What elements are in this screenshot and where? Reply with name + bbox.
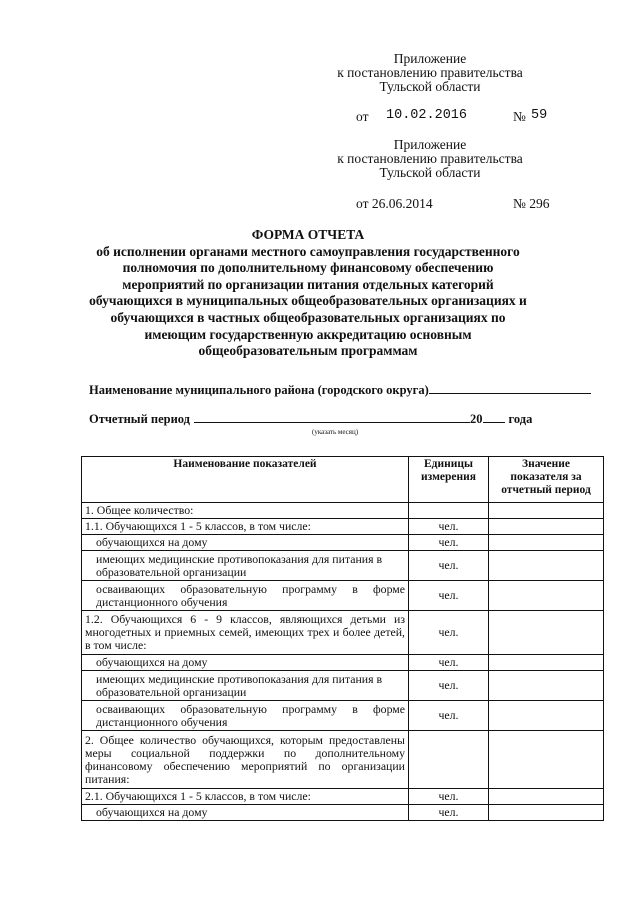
header1-appendix: Приложение [393,51,467,66]
row-value-cell[interactable] [489,731,604,789]
row-name: 2.1. Обучающихся 1 - 5 классов, в том числе: [82,789,409,805]
header1-region: Тульской области [379,79,481,94]
row-name: 1.2. Обучающихся 6 - 9 классов, являющихся детьми из многодетных и приемных семей, имеющих трех и более детей, в том числе: [82,611,409,655]
period-year-suffix: года [508,412,533,426]
month-hint: (указать месяц) [312,428,359,436]
title-line-4: мероприятий по организации питания отдельных категорий [122,276,494,292]
title-line-3: полномочия по дополнительному финансовому обеспечению [122,260,494,276]
table-row [82,503,604,519]
row-unit: чел. [409,611,489,655]
row-value-cell[interactable] [489,671,604,701]
row-value-cell[interactable] [489,551,604,581]
header2-appendix: Приложение [393,137,467,152]
title-line-7: имеющим государственную аккредитацию основным [144,326,472,342]
header2-date: от 26.06.2014 [356,196,433,211]
header1-number-label: № [513,109,526,124]
row-value-cell[interactable] [489,789,604,805]
row-value-cell[interactable] [489,701,604,731]
row-name: имеющих медицинские противопоказания для питания в образовательной организации [82,551,409,581]
row-name: обучающихся на дому [82,805,409,821]
title-line-5: обучающихся в муниципальных общеобразовательных организациях и [89,293,527,309]
header-name: Наименование показателей [82,457,409,503]
row-value-cell[interactable] [489,655,604,671]
district-field [89,381,609,399]
row-name: осваивающих образовательную программу в форме дистанционного обучения [82,701,409,731]
period-field [89,410,609,428]
district-label: Наименование муниципального района (городского округа) [89,383,429,397]
table-header-row [82,457,604,503]
form-title [88,227,528,360]
table-row [82,731,604,789]
table-row [82,789,604,805]
header2-number: № 296 [513,196,550,211]
table-row [82,611,604,655]
title-line-8: общеобразовательным программам [198,343,418,359]
header2-region: Тульской области [379,165,481,180]
header-value: Значение показателя за отчетный период [489,457,604,503]
row-name: 1. Общее количество: [82,503,409,519]
header2-resolution: к постановлению правительства [337,151,523,166]
table-row [82,671,604,701]
row-value-cell[interactable] [489,519,604,535]
title-line-2: об исполнении органами местного самоуправления государственного [96,243,520,259]
row-unit: чел. [409,701,489,731]
row-unit: чел. [409,551,489,581]
period-year-prefix: 20 [470,412,483,426]
row-value-cell[interactable] [489,611,604,655]
row-value-cell[interactable] [489,503,604,519]
row-unit: чел. [409,789,489,805]
header1-resolution: к постановлению правительства [337,65,523,80]
period-month-input-line[interactable] [194,410,470,423]
header1-number: 59 [531,108,548,123]
table-row [82,805,604,821]
title-line-6: обучающихся в частных общеобразовательных организациях по [110,309,506,325]
row-unit: чел. [409,519,489,535]
header1-from-label: от [356,109,369,124]
row-name: осваивающих образовательную программу в форме дистанционного обучения [82,581,409,611]
row-value-cell[interactable] [489,581,604,611]
period-label: Отчетный период [89,412,191,426]
row-name: обучающихся на дому [82,655,409,671]
table-row [82,655,604,671]
report-table [81,456,604,821]
table-row [82,581,604,611]
row-unit [409,503,489,519]
header-unit: Единицы измерения [409,457,489,503]
row-value-cell[interactable] [489,805,604,821]
table-row [82,701,604,731]
row-value-cell[interactable] [489,535,604,551]
header1-date: 10.02.2016 [386,108,468,123]
row-name: 1.1. Обучающихся 1 - 5 классов, в том числе: [82,519,409,535]
row-unit: чел. [409,581,489,611]
row-unit: чел. [409,671,489,701]
row-unit: чел. [409,805,489,821]
row-name: обучающихся на дому [82,535,409,551]
row-unit: чел. [409,535,489,551]
table-row [82,535,604,551]
title-line-1: ФОРМА ОТЧЕТА [251,227,365,242]
row-unit [409,731,489,789]
row-name: имеющих медицинские противопоказания для питания в образовательной организации [82,671,409,701]
table-row [82,519,604,535]
district-input-line[interactable] [429,381,591,394]
period-year-input-line[interactable] [483,410,505,423]
row-name: 2. Общее количество обучающихся, которым предоставлены меры социальной поддержки по дополнительному финансовому обеспечению мероприятий по организации питания: [82,731,409,789]
table-row [82,551,604,581]
row-unit: чел. [409,655,489,671]
